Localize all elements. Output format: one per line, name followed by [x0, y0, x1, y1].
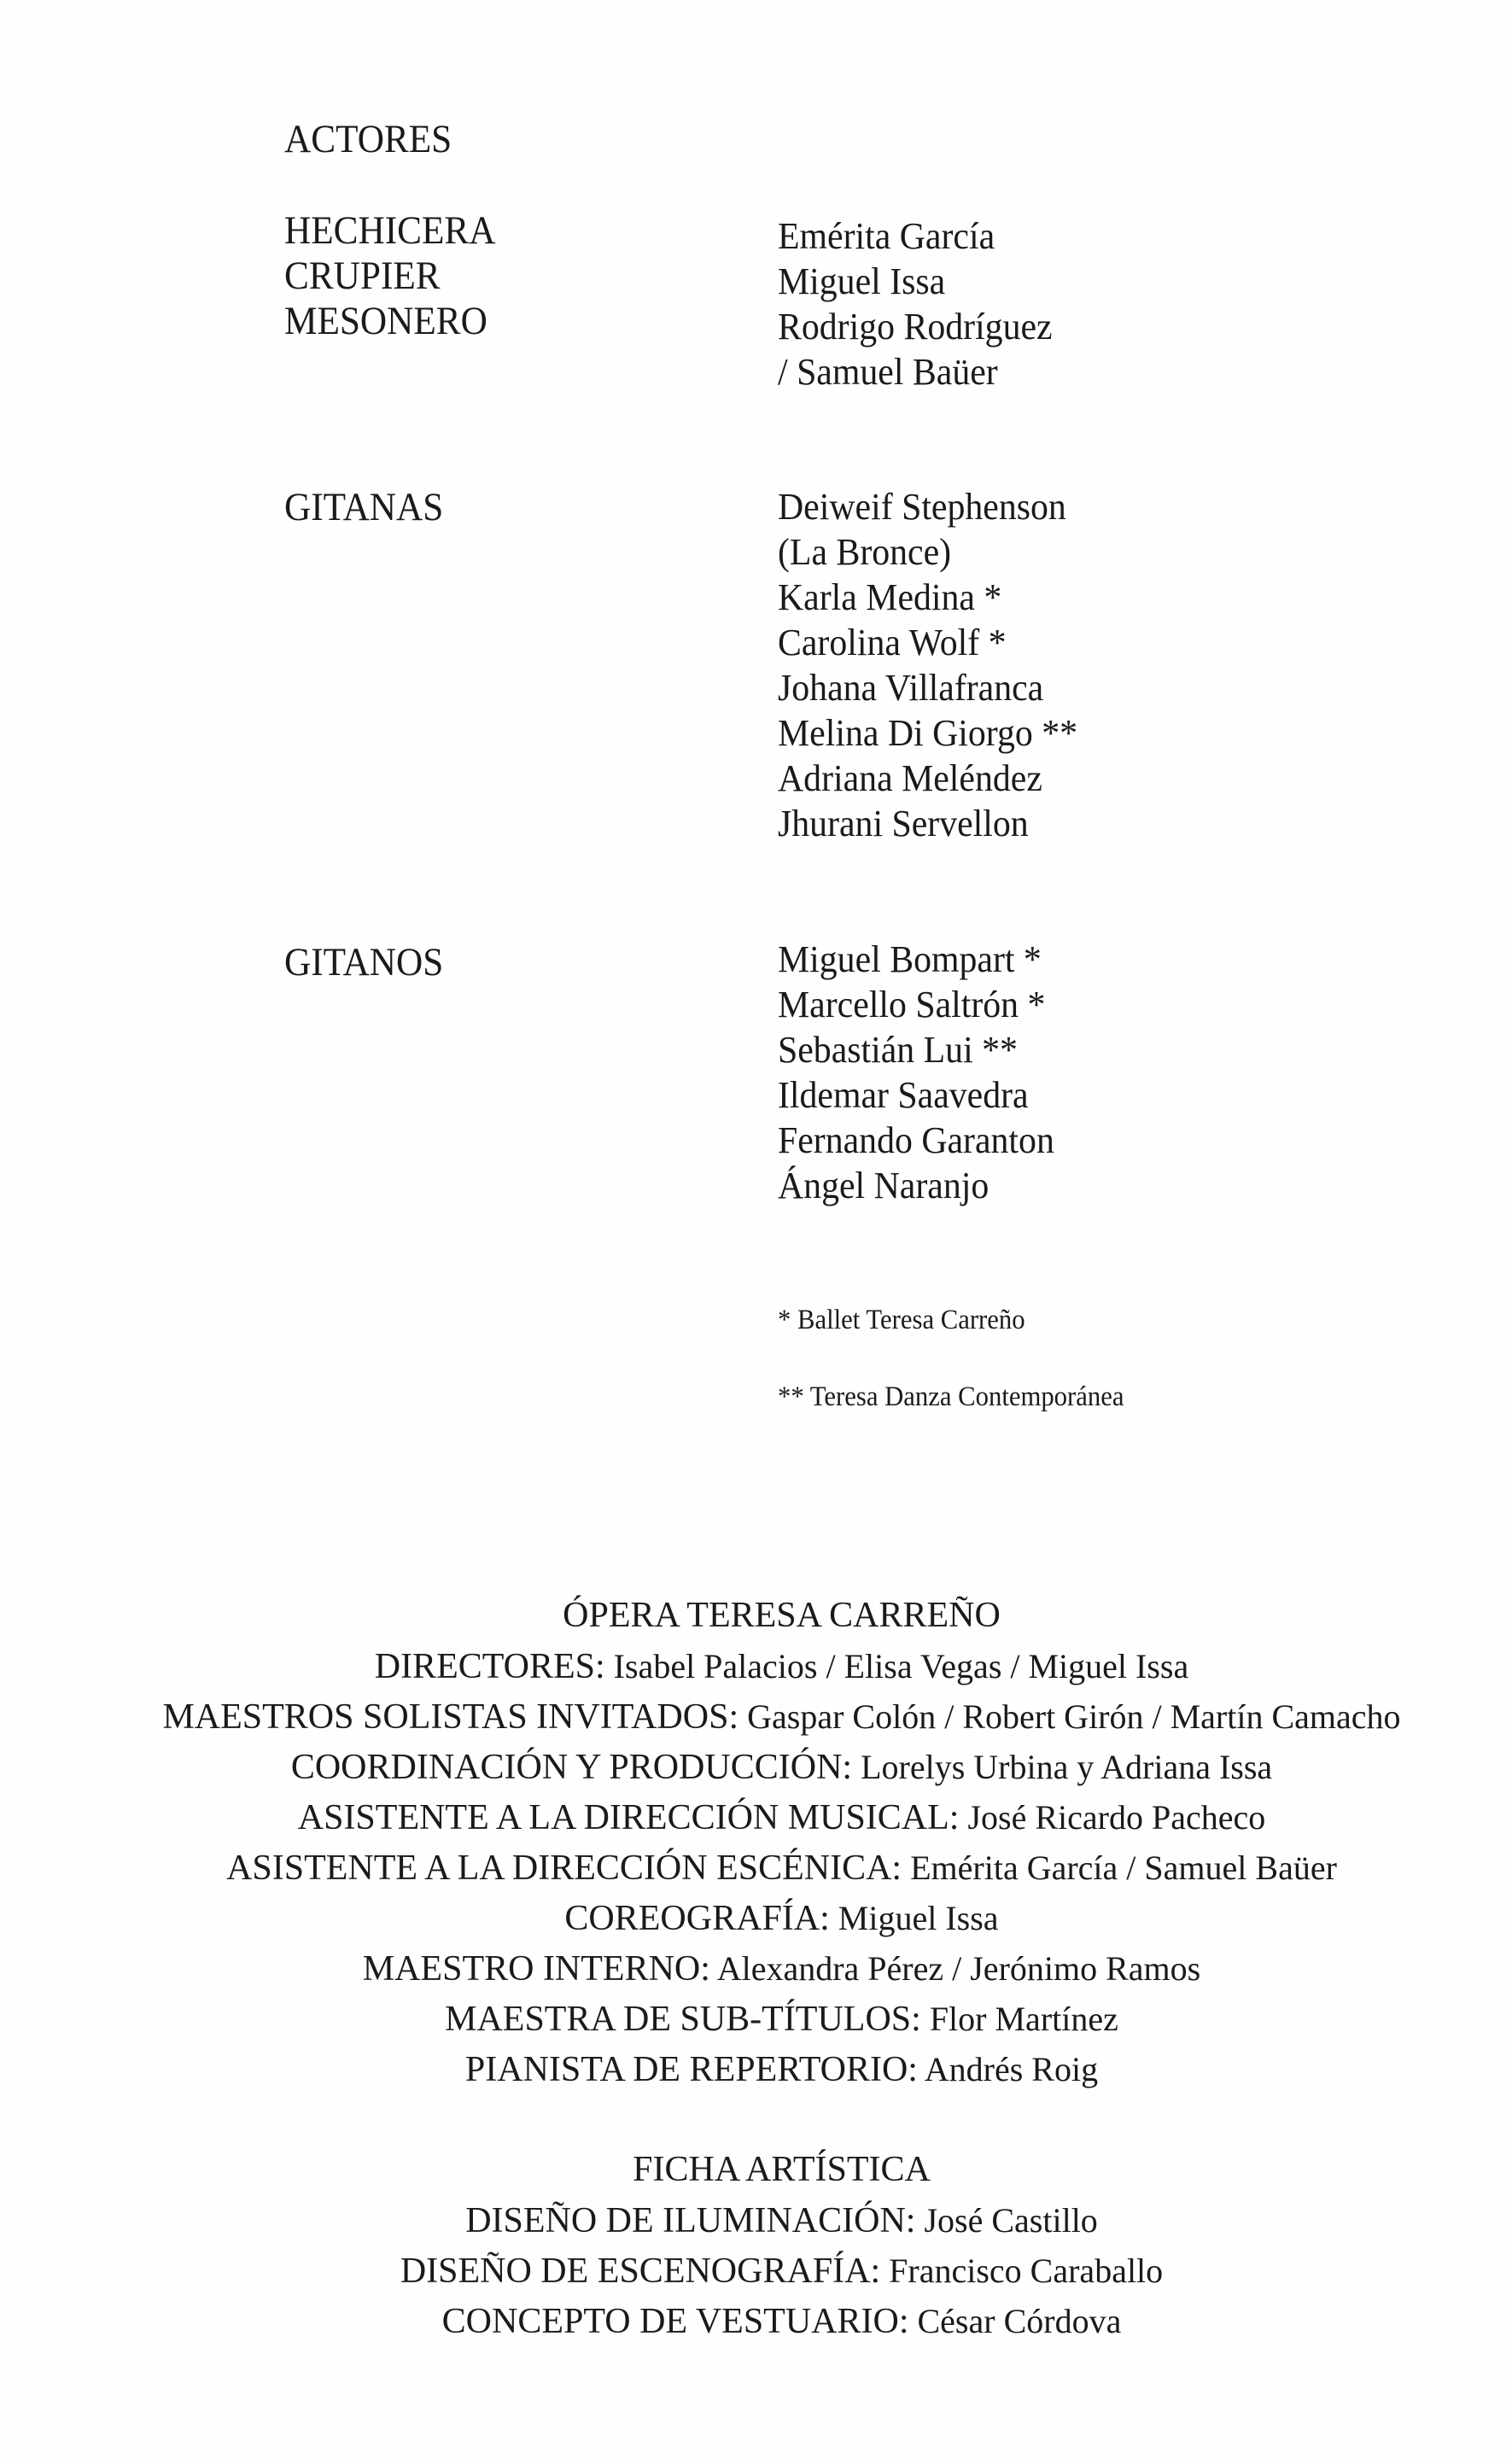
cast-name: Melina Di Giorgo ** — [778, 712, 1078, 754]
credit-line: ASISTENTE A LA DIRECCIÓN MUSICAL: José Ricardo Pacheco — [297, 1798, 1266, 1837]
names-group-2 — [778, 484, 1077, 846]
credit-line: DIRECTORES: Isabel Palacios / Elisa Vegas / Miguel Issa — [374, 1647, 1189, 1686]
role-label: HECHICERA — [284, 208, 496, 253]
footnote-danza: ** Teresa Danza Contemporánea — [778, 1381, 1124, 1412]
cast-name: Ángel Naranjo — [778, 1165, 990, 1206]
roles-group-1 — [284, 208, 495, 344]
roles-group-2 — [284, 485, 443, 530]
role-label: CRUPIER — [284, 254, 441, 298]
credits-block — [51, 1591, 1512, 2346]
cast-name: Sebastián Lui ** — [778, 1029, 1018, 1071]
ficha-title: FICHA ARTÍSTICA — [633, 2150, 931, 2189]
credit-line: MAESTRO INTERNO: Alexandra Pérez / Jerónimo Ramos — [362, 1949, 1201, 1989]
names-group-1 — [778, 213, 1053, 394]
cast-name: Rodrigo Rodríguez — [778, 306, 1053, 348]
cast-name: Miguel Bompart * — [778, 938, 1042, 980]
credit-line: COORDINACIÓN Y PRODUCCIÓN: Lorelys Urbina y Adriana Issa — [290, 1748, 1273, 1787]
spacer — [51, 2094, 1512, 2145]
cast-name: (La Bronce) — [778, 531, 952, 573]
cast-name: Adriana Meléndez — [778, 757, 1042, 799]
role-label: MESONERO — [284, 299, 487, 343]
cast-name: Johana Villafranca — [778, 667, 1044, 709]
cast-name: / Samuel Baüer — [778, 351, 998, 393]
cast-name: Fernando Garanton — [778, 1119, 1054, 1161]
footnote-ballet: * Ballet Teresa Carreño — [778, 1305, 1025, 1335]
cast-name: Jhurani Servellon — [778, 803, 1029, 844]
credit-line: COREOGRAFÍA: Miguel Issa — [564, 1899, 999, 1938]
cast-name: Marcello Saltrón * — [778, 984, 1046, 1025]
opera-title: ÓPERA TERESA CARREÑO — [563, 1596, 1001, 1635]
cast-name: Deiweif Stephenson — [778, 486, 1066, 528]
roles-group-3 — [284, 940, 443, 985]
role-label: GITANAS — [284, 485, 444, 529]
credit-line: PIANISTA DE REPERTORIO: Andrés Roig — [464, 2050, 1099, 2089]
credit-line: DISEÑO DE ESCENOGRAFÍA: Francisco Caraballo — [400, 2252, 1164, 2291]
names-group-3 — [778, 937, 1054, 1208]
cast-name: Miguel Issa — [778, 260, 946, 302]
credit-line: CONCEPTO DE VESTUARIO: César Córdova — [441, 2302, 1122, 2341]
cast-name: Carolina Wolf * — [778, 622, 1007, 663]
role-label: GITANOS — [284, 940, 444, 984]
cast-name: Emérita García — [778, 215, 995, 257]
cast-name: Ildemar Saavedra — [778, 1074, 1029, 1116]
actores-heading: ACTORES — [284, 117, 452, 161]
credit-line: MAESTRA DE SUB-TÍTULOS: Flor Martínez — [445, 2000, 1118, 2039]
credit-line: DISEÑO DE ILUMINACIÓN: José Castillo — [465, 2201, 1098, 2240]
credit-line: MAESTROS SOLISTAS INVITADOS: Gaspar Colón / Robert Girón / Martín Camacho — [162, 1697, 1401, 1737]
cast-name: Karla Medina * — [778, 576, 1002, 618]
credit-line: ASISTENTE A LA DIRECCIÓN ESCÉNICA: Emérita García / Samuel Baüer — [226, 1849, 1337, 1888]
